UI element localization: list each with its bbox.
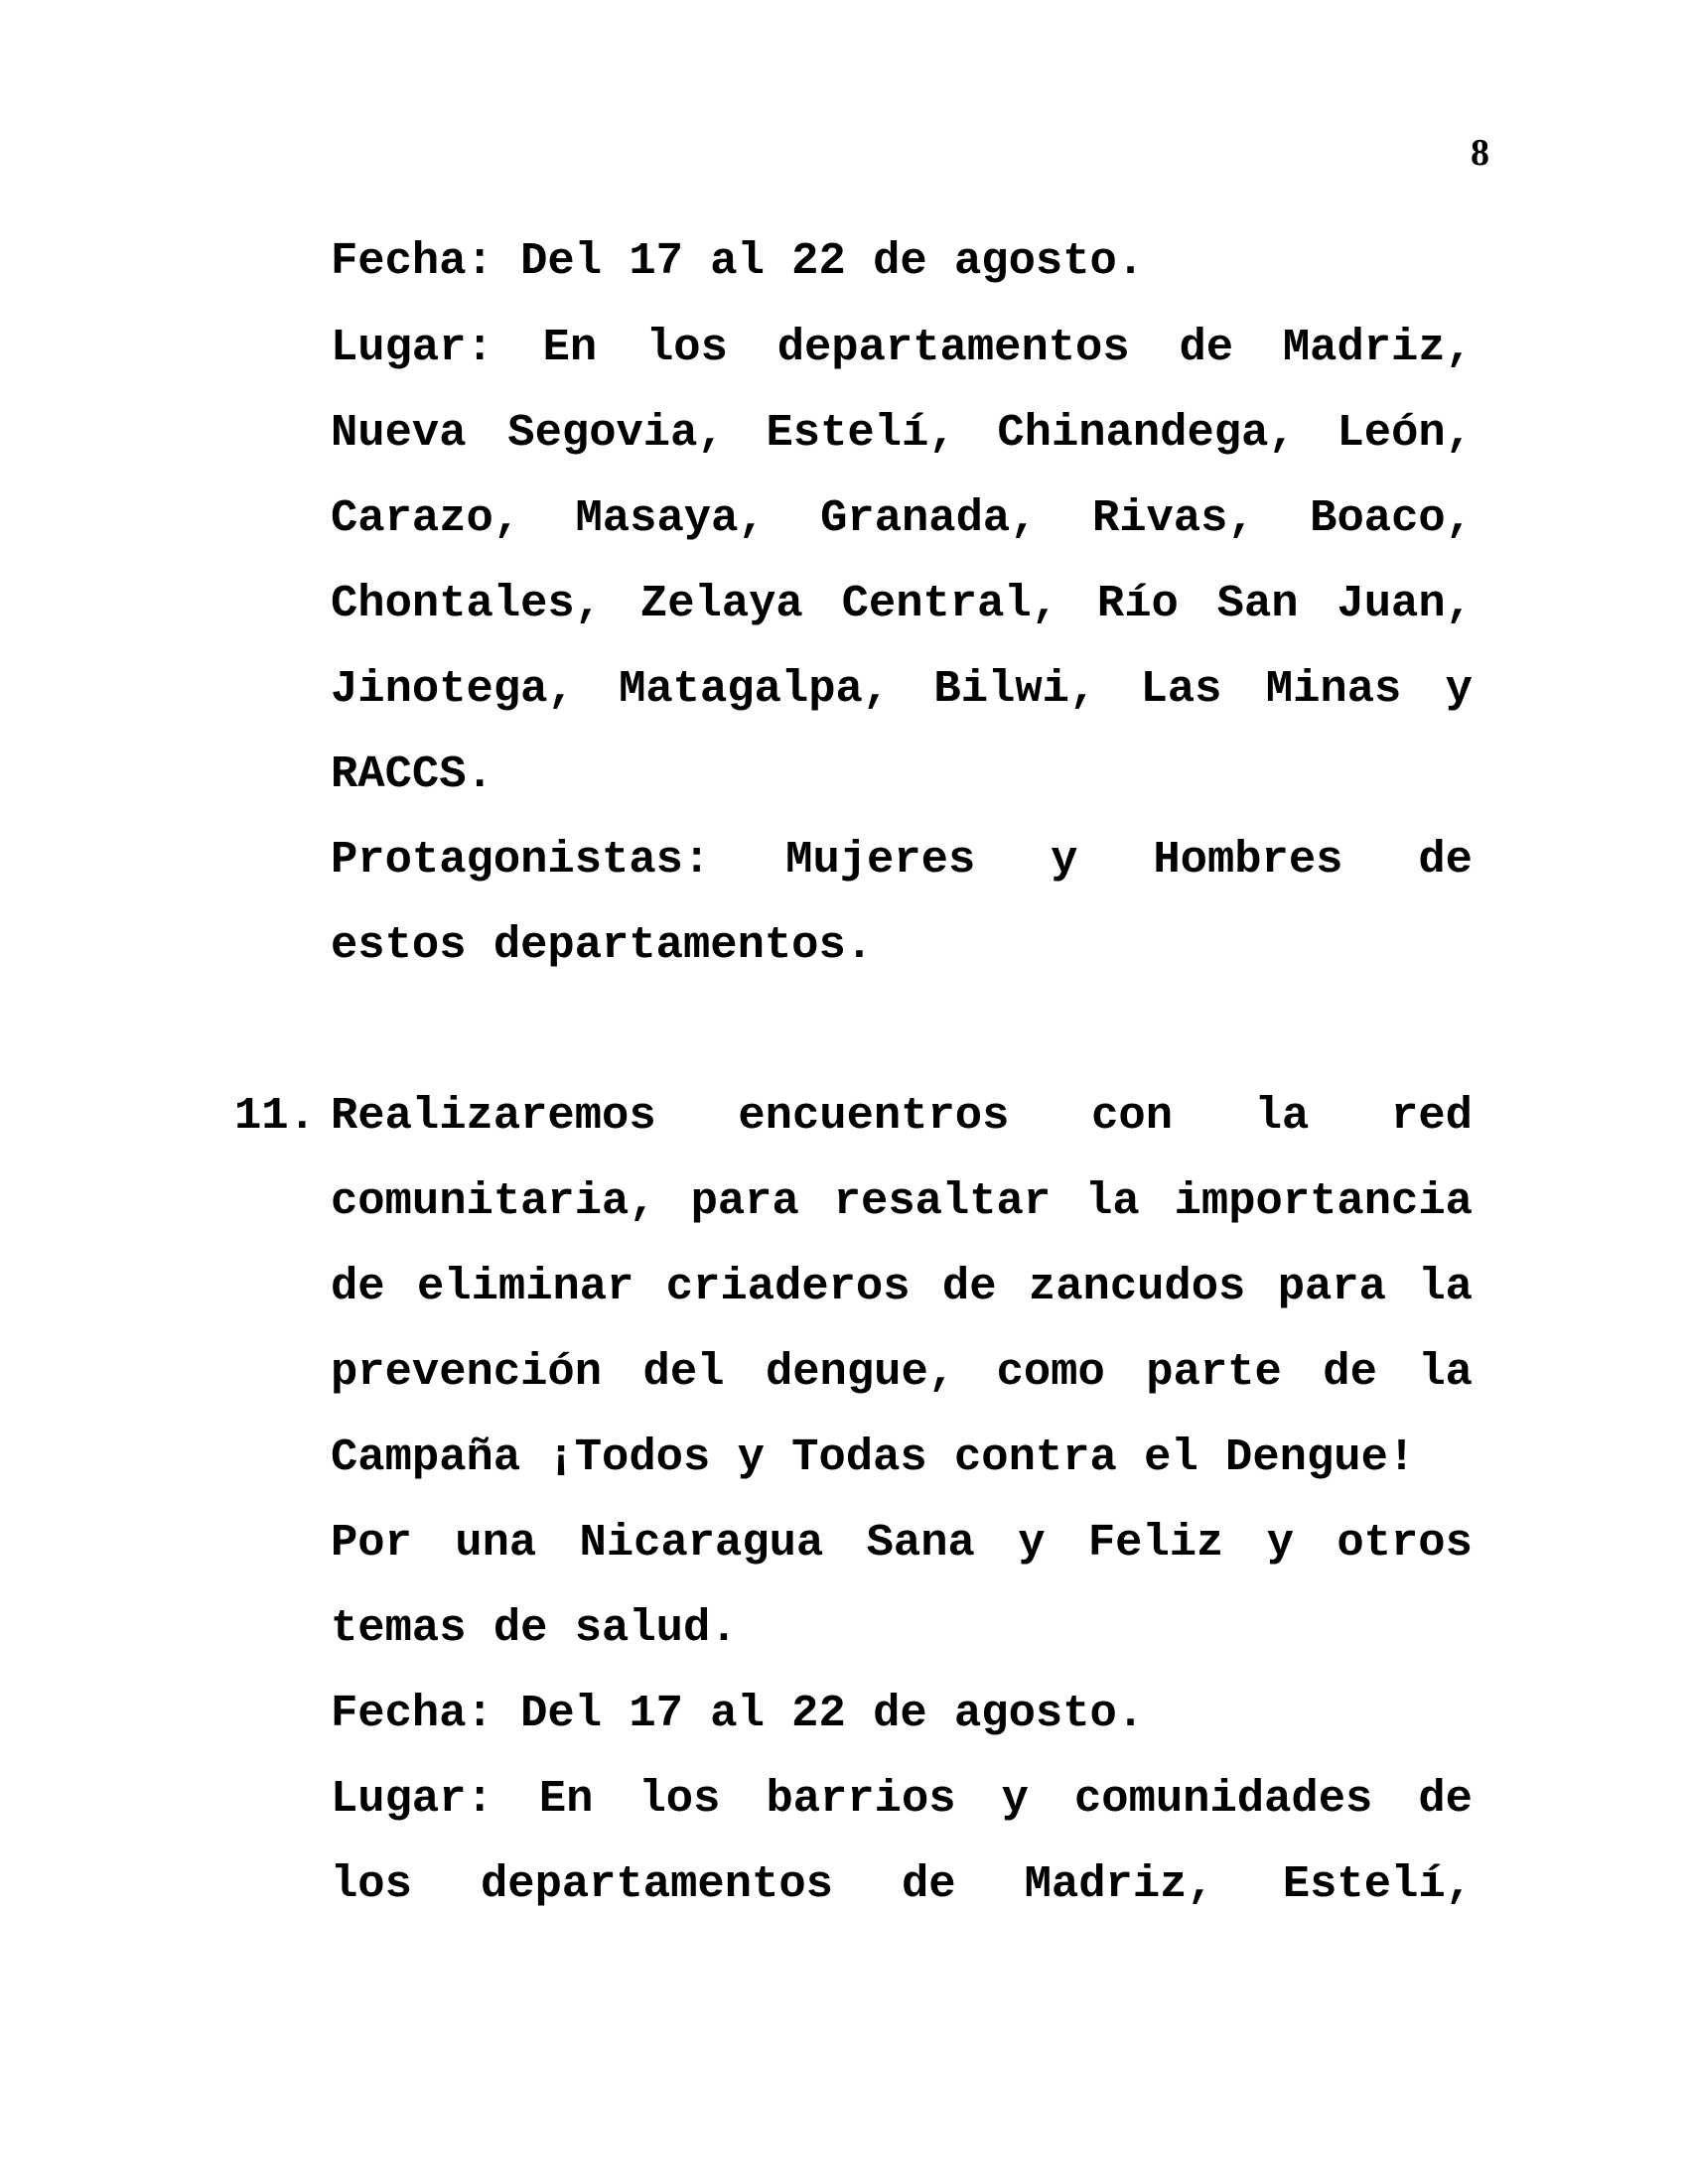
word: Chontales, — [331, 578, 603, 629]
word: Estelí, — [1282, 1858, 1473, 1910]
word: de — [941, 1261, 997, 1312]
word: Juan, — [1336, 578, 1473, 629]
word: los — [331, 1858, 412, 1910]
word: criaderos — [665, 1261, 911, 1312]
word: una — [455, 1517, 537, 1569]
lugar-line-1 — [331, 318, 1473, 377]
item-line-6 — [331, 1513, 1473, 1572]
word: Por — [331, 1517, 412, 1569]
word: los — [638, 1773, 721, 1825]
word: barrios — [766, 1773, 956, 1825]
lugar-line-4 — [331, 574, 1473, 633]
word: para — [1277, 1261, 1386, 1312]
word: comunidades — [1073, 1773, 1373, 1825]
word: Lugar: — [331, 322, 493, 373]
word: la — [1254, 1090, 1310, 1142]
word: Matagalpa, — [619, 663, 891, 715]
item-line-3 — [331, 1257, 1473, 1316]
lugar-line-3 — [331, 488, 1473, 548]
lugar2-line-2 — [331, 1854, 1473, 1914]
word: del — [642, 1346, 725, 1398]
word: parte — [1146, 1346, 1282, 1398]
word: Sana — [866, 1517, 975, 1569]
word: Granada, — [820, 492, 1038, 544]
word: encuentros — [738, 1090, 1010, 1142]
word: Las — [1140, 663, 1222, 715]
word: departamentos — [480, 1858, 833, 1910]
word: de — [1323, 1346, 1377, 1398]
word: Segovia, — [507, 407, 725, 459]
word: Carazo, — [331, 492, 521, 544]
word: prevención — [331, 1346, 603, 1398]
word: Boaco, — [1310, 492, 1473, 544]
word: San — [1216, 578, 1299, 629]
word: y — [1445, 663, 1473, 715]
word: Feliz — [1087, 1517, 1224, 1569]
word: Nueva — [331, 407, 467, 459]
word: Estelí, — [766, 407, 956, 459]
word: departamentos — [776, 322, 1130, 373]
page-number: 8 — [1471, 132, 1489, 174]
word: como — [996, 1346, 1105, 1398]
word: dengue, — [765, 1346, 956, 1398]
lugar2-line-1 — [331, 1769, 1473, 1829]
word: la — [1418, 1346, 1473, 1398]
word: y — [1001, 1773, 1029, 1825]
word: Chinandega, — [997, 407, 1296, 459]
word: Madriz, — [1024, 1858, 1214, 1910]
word: resaltar — [833, 1175, 1052, 1227]
word: de — [1418, 1773, 1473, 1825]
item-line-2 — [331, 1171, 1473, 1231]
lugar-line-last: RACCS. — [331, 749, 493, 800]
fecha-line: Fecha: Del 17 al 22 de agosto. — [331, 235, 1145, 287]
protagonistas-line — [331, 830, 1473, 889]
item-line-1 — [331, 1086, 1473, 1146]
word: Madriz, — [1282, 322, 1473, 373]
word: importancia — [1174, 1175, 1473, 1227]
word: Protagonistas: — [331, 834, 711, 886]
word: y — [1266, 1517, 1295, 1569]
word: de — [331, 1261, 385, 1312]
item-line-4 — [331, 1342, 1473, 1402]
word: con — [1091, 1090, 1174, 1142]
word: Río — [1096, 578, 1179, 629]
word: eliminar — [416, 1261, 634, 1312]
protagonistas-line-last: estos departamentos. — [331, 919, 874, 971]
word: y — [1051, 834, 1078, 886]
word: Zelaya — [639, 578, 803, 629]
word: y — [1018, 1517, 1046, 1569]
word: para — [690, 1175, 799, 1227]
word: Hombres — [1153, 834, 1343, 886]
word: Nicaragua — [579, 1517, 824, 1569]
word: Minas — [1265, 663, 1402, 715]
word: la — [1085, 1175, 1140, 1227]
word: Mujeres — [785, 834, 976, 886]
word: red — [1391, 1090, 1473, 1142]
lugar-line-5 — [331, 659, 1473, 719]
word: los — [646, 322, 728, 373]
campaign-line: Campaña ¡Todos y Todas contra el Dengue! — [331, 1432, 1416, 1483]
lugar-line-2 — [331, 403, 1473, 463]
word: Rivas, — [1091, 492, 1255, 544]
word: la — [1418, 1261, 1473, 1312]
fecha-line-2: Fecha: Del 17 al 22 de agosto. — [331, 1688, 1145, 1739]
word: de — [901, 1858, 956, 1910]
word: Lugar: — [331, 1773, 493, 1825]
word: Masaya, — [575, 492, 766, 544]
word: Realizaremos — [331, 1090, 656, 1142]
word: zancudos — [1028, 1261, 1246, 1312]
word: Bilwi, — [933, 663, 1097, 715]
word: comunitaria, — [331, 1175, 656, 1227]
word: otros — [1336, 1517, 1473, 1569]
word: En — [542, 322, 598, 373]
word: Jinotega, — [331, 663, 575, 715]
word: de — [1418, 834, 1473, 886]
word: León, — [1336, 407, 1473, 459]
word: En — [538, 1773, 594, 1825]
list-item-number: 11. — [234, 1090, 316, 1142]
word: de — [1179, 322, 1234, 373]
item-line-last: temas de salud. — [331, 1602, 738, 1654]
word: Central, — [841, 578, 1059, 629]
